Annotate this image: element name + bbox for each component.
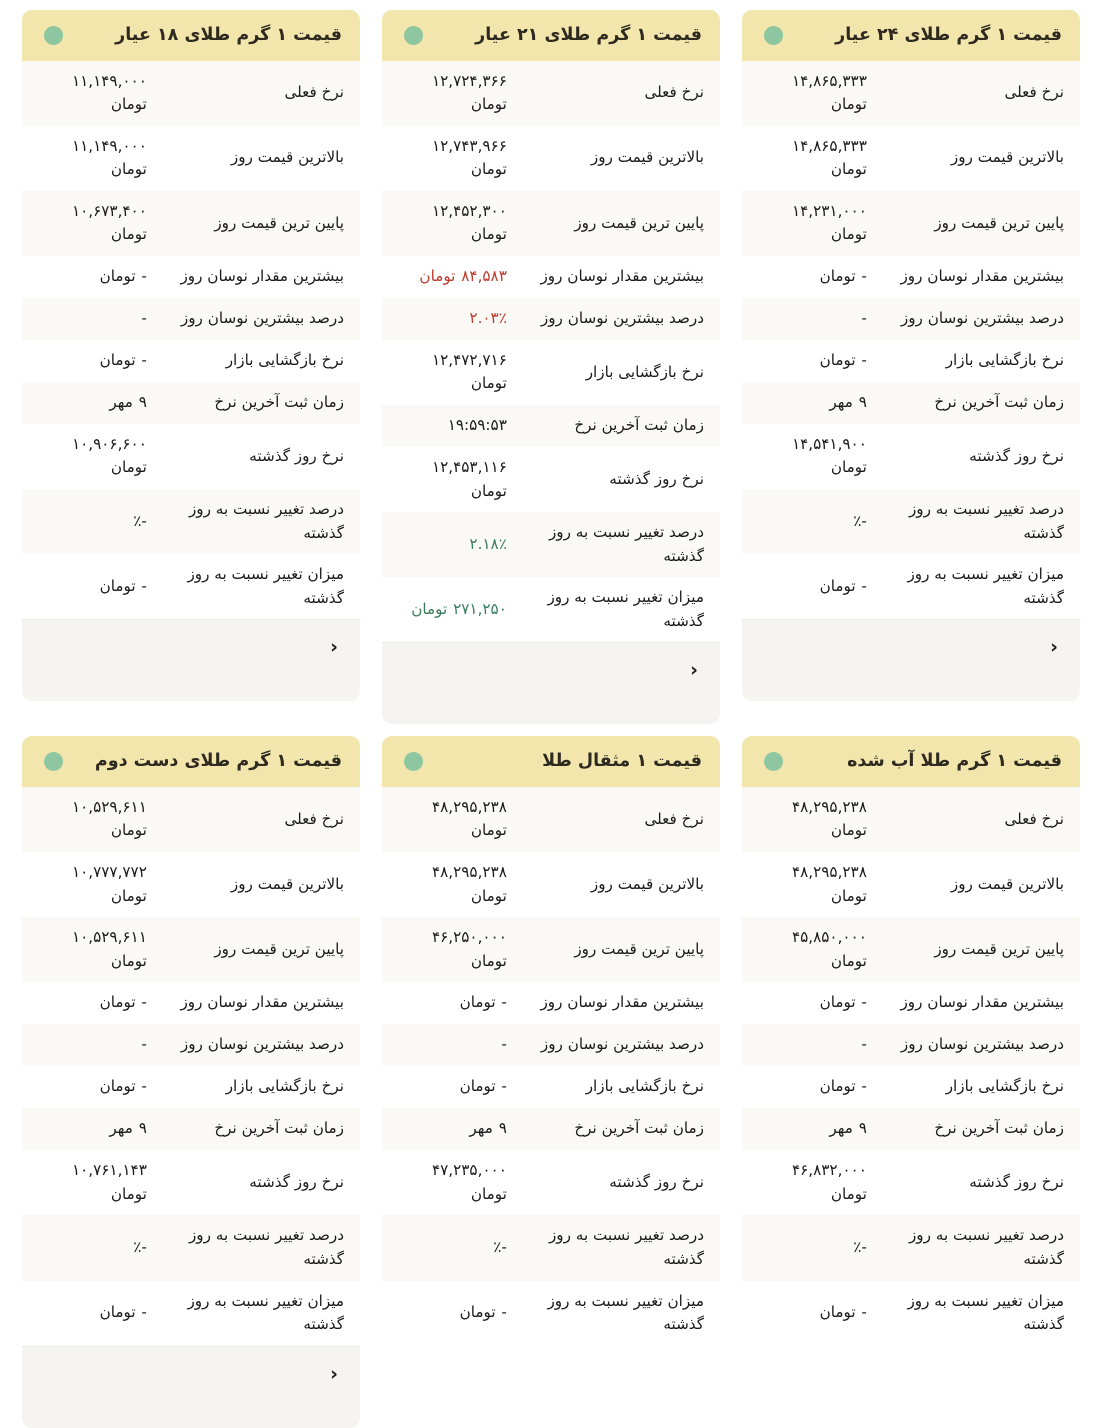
price-row-value: - — [141, 1035, 147, 1054]
price-row — [742, 298, 1080, 340]
card-rows — [742, 61, 1080, 620]
card-rows — [22, 61, 360, 620]
price-row-value: ۹ مهر — [829, 393, 867, 412]
price-row-label: درصد تغییر نسبت به روز گذشته — [908, 500, 1064, 542]
price-row-value: ۲.۰۳٪ — [469, 309, 507, 328]
price-row-label: درصد بیشترین نوسان روز — [900, 1035, 1064, 1054]
price-row — [22, 554, 360, 619]
price-row-value: -٪ — [853, 511, 867, 530]
price-row — [382, 1215, 720, 1280]
price-row — [382, 577, 720, 642]
price-row-value: ۴۸,۲۹۵,۲۳۸ تومان — [791, 797, 867, 840]
price-row — [742, 340, 1080, 382]
price-row — [22, 340, 360, 382]
price-row-label: پایین ترین قیمت روز — [214, 213, 344, 232]
price-row-value: ۱۰,۹۰۶,۶۰۰ تومان — [71, 434, 147, 477]
price-row-label: نرخ روز گذشته — [249, 1173, 344, 1192]
price-row — [742, 852, 1080, 917]
price-card — [742, 10, 1080, 701]
price-row-value: ۹ مهر — [829, 1119, 867, 1138]
card-title: قیمت ۱ گرم طلای ۱۸ عیار — [115, 25, 342, 45]
card-title: قیمت ۱ مثقال طلا — [542, 751, 702, 772]
price-row-value: -٪ — [853, 1238, 867, 1257]
price-row — [22, 852, 360, 917]
price-row-value: - تومان — [819, 1303, 867, 1322]
price-row-label: درصد بیشترین نوسان روز — [180, 1035, 344, 1054]
price-row — [382, 1024, 720, 1066]
price-row-label: نرخ روز گذشته — [609, 469, 704, 488]
card-footer — [382, 642, 720, 724]
price-row-value: ۱۲,۴۷۲,۷۱۶ تومان — [431, 350, 507, 393]
price-row-label: بالاترین قیمت روز — [950, 874, 1064, 893]
price-row-label: زمان ثبت آخرین نرخ — [214, 1119, 344, 1138]
price-row — [22, 917, 360, 982]
price-row — [382, 1281, 720, 1346]
price-row-value: - تومان — [99, 1303, 147, 1322]
price-row-value: ۱۴,۵۴۱,۹۰۰ تومان — [791, 434, 867, 477]
price-row-label: نرخ روز گذشته — [609, 1173, 704, 1192]
card-header — [742, 10, 1080, 61]
price-row-label: پایین ترین قیمت روز — [214, 939, 344, 958]
price-row-value: - تومان — [819, 351, 867, 370]
price-row-label: بالاترین قیمت روز — [230, 874, 344, 893]
price-row-label: بیشترین مقدار نوسان روز — [180, 267, 344, 286]
status-dot-icon — [764, 26, 783, 45]
status-dot-icon — [764, 752, 783, 771]
price-row-label: درصد بیشترین نوسان روز — [540, 309, 704, 328]
price-row-label: بالاترین قیمت روز — [950, 148, 1064, 167]
price-row-label: میزان تغییر نسبت به روز گذشته — [547, 1291, 704, 1334]
price-row-label: بالاترین قیمت روز — [230, 148, 344, 167]
price-row-label: زمان ثبت آخرین نرخ — [574, 416, 704, 435]
price-row-value: ۱۲,۷۴۳,۹۶۶ تومان — [431, 136, 507, 179]
card-header — [22, 736, 360, 787]
price-row-value: - تومان — [459, 993, 507, 1012]
price-row — [742, 424, 1080, 489]
price-row-label: درصد تغییر نسبت به روز گذشته — [908, 1226, 1064, 1268]
price-row-value: - تومان — [819, 576, 867, 595]
card-footer — [742, 619, 1080, 701]
status-dot-icon — [44, 26, 63, 45]
price-row — [22, 191, 360, 256]
price-row-label: نرخ بازگشایی بازار — [225, 351, 344, 370]
card-rows — [382, 61, 720, 643]
price-row-label: زمان ثبت آخرین نرخ — [934, 393, 1064, 412]
price-row-label: نرخ فعلی — [284, 83, 344, 102]
price-row-value: ۴۸,۲۹۵,۲۳۸ تومان — [791, 863, 867, 905]
price-cards-grid — [22, 10, 1080, 1428]
price-row-value: ۱۴,۸۶۵,۳۳۳ تومان — [791, 136, 867, 179]
price-row-value: ۱۴,۲۳۱,۰۰۰ تومان — [791, 201, 867, 244]
price-row-value: ۹ مهر — [109, 1119, 147, 1138]
price-row-label: درصد تغییر نسبت به روز گذشته — [548, 1226, 704, 1268]
price-row-value: ۱۰,۵۲۹,۶۱۱ تومان — [71, 928, 147, 970]
price-row-value: - تومان — [99, 993, 147, 1012]
price-row — [382, 447, 720, 512]
status-dot-icon — [404, 26, 423, 45]
price-row-value: ۱۹:۵۹:۵۳ — [447, 416, 507, 435]
price-row-value: - تومان — [99, 267, 147, 286]
price-row-label: زمان ثبت آخرین نرخ — [214, 393, 344, 412]
card-rows — [382, 787, 720, 1346]
price-row-value: - تومان — [819, 993, 867, 1012]
card-header — [382, 736, 720, 787]
price-row-value: ۱۰,۷۷۷,۷۷۲ تومان — [71, 863, 147, 905]
price-row — [742, 1281, 1080, 1346]
price-row-value: - تومان — [819, 1077, 867, 1096]
price-row — [742, 256, 1080, 298]
price-row-value: - تومان — [99, 576, 147, 595]
price-row-value: ۴۶,۲۵۰,۰۰۰ تومان — [431, 928, 507, 970]
price-row-value: ۱۰,۶۷۳,۴۰۰ تومان — [71, 201, 147, 244]
price-row-label: میزان تغییر نسبت به روز گذشته — [187, 565, 344, 607]
price-row-value: - تومان — [819, 267, 867, 286]
price-row — [382, 256, 720, 298]
price-card — [22, 736, 360, 1427]
price-row — [742, 554, 1080, 619]
price-row — [22, 1215, 360, 1280]
price-row-label: نرخ بازگشایی بازار — [945, 351, 1064, 370]
price-row — [22, 982, 360, 1024]
price-row-label: درصد بیشترین نوسان روز — [900, 309, 1064, 328]
price-row — [742, 1215, 1080, 1280]
price-row-value: - — [861, 1035, 867, 1054]
price-row-label: بالاترین قیمت روز — [590, 874, 704, 893]
price-row-label: نرخ روز گذشته — [249, 446, 344, 465]
price-row — [742, 982, 1080, 1024]
chevron-left-icon[interactable]: ‹ — [330, 1362, 338, 1385]
price-row — [742, 489, 1080, 554]
price-row-value: - — [861, 309, 867, 328]
price-row-value: - تومان — [99, 351, 147, 370]
price-row-value: ۴۷,۲۳۵,۰۰۰ تومان — [431, 1161, 507, 1203]
price-row-label: میزان تغییر نسبت به روز گذشته — [907, 565, 1064, 607]
price-row-value: ۱۰,۵۲۹,۶۱۱ تومان — [71, 797, 147, 840]
price-row — [382, 340, 720, 405]
price-row — [382, 852, 720, 917]
price-row — [22, 424, 360, 489]
price-row-label: درصد تغییر نسبت به روز گذشته — [188, 1226, 344, 1268]
price-row — [382, 1150, 720, 1215]
price-row-value: ۱۰,۷۶۱,۱۴۳ تومان — [71, 1161, 147, 1203]
price-row-value: ۲.۱۸٪ — [469, 534, 507, 553]
price-row-value: ۱۲,۷۲۴,۳۶۶ تومان — [431, 71, 507, 114]
price-row-value: ۹ مهر — [469, 1119, 507, 1138]
status-dot-icon — [44, 752, 63, 771]
price-row — [742, 917, 1080, 982]
price-row-value: ۴۸,۲۹۵,۲۳۸ تومان — [431, 863, 507, 905]
price-row — [22, 1066, 360, 1108]
price-row — [22, 126, 360, 191]
price-row-label: زمان ثبت آخرین نرخ — [934, 1119, 1064, 1138]
price-row — [742, 61, 1080, 126]
card-footer — [22, 1346, 360, 1428]
price-row — [382, 405, 720, 447]
price-row — [382, 298, 720, 340]
card-footer — [22, 619, 360, 701]
price-row-label: نرخ فعلی — [644, 83, 704, 102]
price-row-label: درصد تغییر نسبت به روز گذشته — [548, 523, 704, 565]
price-row-label: درصد تغییر نسبت به روز گذشته — [188, 500, 344, 542]
price-row — [382, 1066, 720, 1108]
price-row — [742, 126, 1080, 191]
card-title: قیمت ۱ گرم طلای دست دوم — [94, 751, 342, 772]
price-row-label: نرخ فعلی — [644, 809, 704, 828]
price-row — [22, 1108, 360, 1150]
price-row-label: نرخ روز گذشته — [969, 446, 1064, 465]
price-row — [22, 61, 360, 126]
price-row-label: درصد بیشترین نوسان روز — [540, 1035, 704, 1054]
price-row-label: بیشترین مقدار نوسان روز — [540, 993, 704, 1012]
price-row — [22, 489, 360, 554]
price-row — [22, 382, 360, 424]
status-dot-icon — [404, 752, 423, 771]
price-row-label: بیشترین مقدار نوسان روز — [900, 993, 1064, 1012]
price-row-value: ۹ مهر — [109, 393, 147, 412]
price-row-label: میزان تغییر نسبت به روز گذشته — [907, 1291, 1064, 1334]
price-card — [382, 10, 720, 724]
price-row — [22, 1281, 360, 1346]
chevron-left-icon[interactable]: ‹ — [1050, 636, 1058, 659]
price-row-value: - تومان — [459, 1077, 507, 1096]
price-row-value: - تومان — [99, 1077, 147, 1096]
price-row — [382, 512, 720, 577]
price-row — [22, 256, 360, 298]
price-row-label: نرخ بازگشایی بازار — [945, 1077, 1064, 1096]
price-row-value: ۴۸,۲۹۵,۲۳۸ تومان — [431, 797, 507, 840]
price-row — [22, 787, 360, 852]
price-row-label: نرخ فعلی — [284, 809, 344, 828]
price-row — [382, 917, 720, 982]
price-row-label: پایین ترین قیمت روز — [574, 213, 704, 232]
price-row-label: پایین ترین قیمت روز — [934, 939, 1064, 958]
price-row-value: ۱۴,۸۶۵,۳۳۳ تومان — [791, 71, 867, 114]
card-header — [382, 10, 720, 61]
price-row-label: نرخ بازگشایی بازار — [585, 1077, 704, 1096]
price-row — [742, 1066, 1080, 1108]
price-row-label: نرخ بازگشایی بازار — [585, 362, 704, 381]
price-row-value: ۱۱,۱۴۹,۰۰۰ تومان — [71, 136, 147, 179]
price-row — [742, 1150, 1080, 1215]
card-title: قیمت ۱ گرم طلای ۲۱ عیار — [475, 25, 702, 45]
price-row — [382, 126, 720, 191]
price-row-label: درصد بیشترین نوسان روز — [180, 309, 344, 328]
price-row-label: نرخ فعلی — [1004, 809, 1064, 828]
price-row-label: نرخ فعلی — [1004, 83, 1064, 102]
price-row-label: نرخ بازگشایی بازار — [225, 1077, 344, 1096]
price-row — [382, 191, 720, 256]
price-row-value: -٪ — [493, 1238, 507, 1257]
price-card — [22, 10, 360, 701]
card-title: قیمت ۱ گرم طلای ۲۴ عیار — [835, 25, 1062, 45]
price-row-label: بیشترین مقدار نوسان روز — [540, 267, 704, 286]
price-row-label: بیشترین مقدار نوسان روز — [180, 993, 344, 1012]
price-row — [742, 1108, 1080, 1150]
price-row — [742, 382, 1080, 424]
price-row-label: میزان تغییر نسبت به روز گذشته — [187, 1291, 344, 1334]
price-row-label: بالاترین قیمت روز — [590, 148, 704, 167]
price-card — [742, 736, 1080, 1345]
price-row-label: زمان ثبت آخرین نرخ — [574, 1119, 704, 1138]
price-row-value: -٪ — [133, 511, 147, 530]
price-row-label: میزان تغییر نسبت به روز گذشته — [547, 588, 704, 630]
price-row — [22, 1024, 360, 1066]
price-row — [742, 191, 1080, 256]
price-row-label: نرخ روز گذشته — [969, 1173, 1064, 1192]
price-row-value: ۱۲,۴۵۳,۱۱۶ تومان — [431, 458, 507, 500]
price-row — [22, 298, 360, 340]
card-header — [742, 736, 1080, 787]
chevron-left-icon[interactable]: ‹ — [330, 636, 338, 659]
card-title: قیمت ۱ گرم طلا آب شده — [847, 751, 1062, 772]
card-rows — [742, 787, 1080, 1346]
price-row-value: -٪ — [133, 1238, 147, 1257]
card-header — [22, 10, 360, 61]
price-row-value: ۱۲,۴۵۲,۳۰۰ تومان — [431, 201, 507, 244]
price-row-label: بیشترین مقدار نوسان روز — [900, 267, 1064, 286]
price-row-value: ۴۵,۸۵۰,۰۰۰ تومان — [791, 928, 867, 970]
price-row — [382, 1108, 720, 1150]
price-row-value: ۱۱,۱۴۹,۰۰۰ تومان — [71, 71, 147, 114]
price-row — [382, 61, 720, 126]
chevron-left-icon[interactable]: ‹ — [690, 659, 698, 682]
price-card — [382, 736, 720, 1345]
price-row — [22, 1150, 360, 1215]
price-row-value: - — [141, 309, 147, 328]
price-row-label: پایین ترین قیمت روز — [934, 213, 1064, 232]
price-row-value: - — [501, 1035, 507, 1054]
price-row — [742, 1024, 1080, 1066]
price-row — [382, 982, 720, 1024]
price-row-value: - تومان — [459, 1303, 507, 1322]
price-row-value: ۲۷۱,۲۵۰ تومان — [411, 600, 507, 619]
price-row-value: ۴۶,۸۳۲,۰۰۰ تومان — [791, 1161, 867, 1203]
price-row — [382, 787, 720, 852]
price-row — [742, 787, 1080, 852]
card-rows — [22, 787, 360, 1346]
price-row-value: ۸۴,۵۸۳ تومان — [419, 267, 507, 286]
price-row-label: پایین ترین قیمت روز — [574, 939, 704, 958]
